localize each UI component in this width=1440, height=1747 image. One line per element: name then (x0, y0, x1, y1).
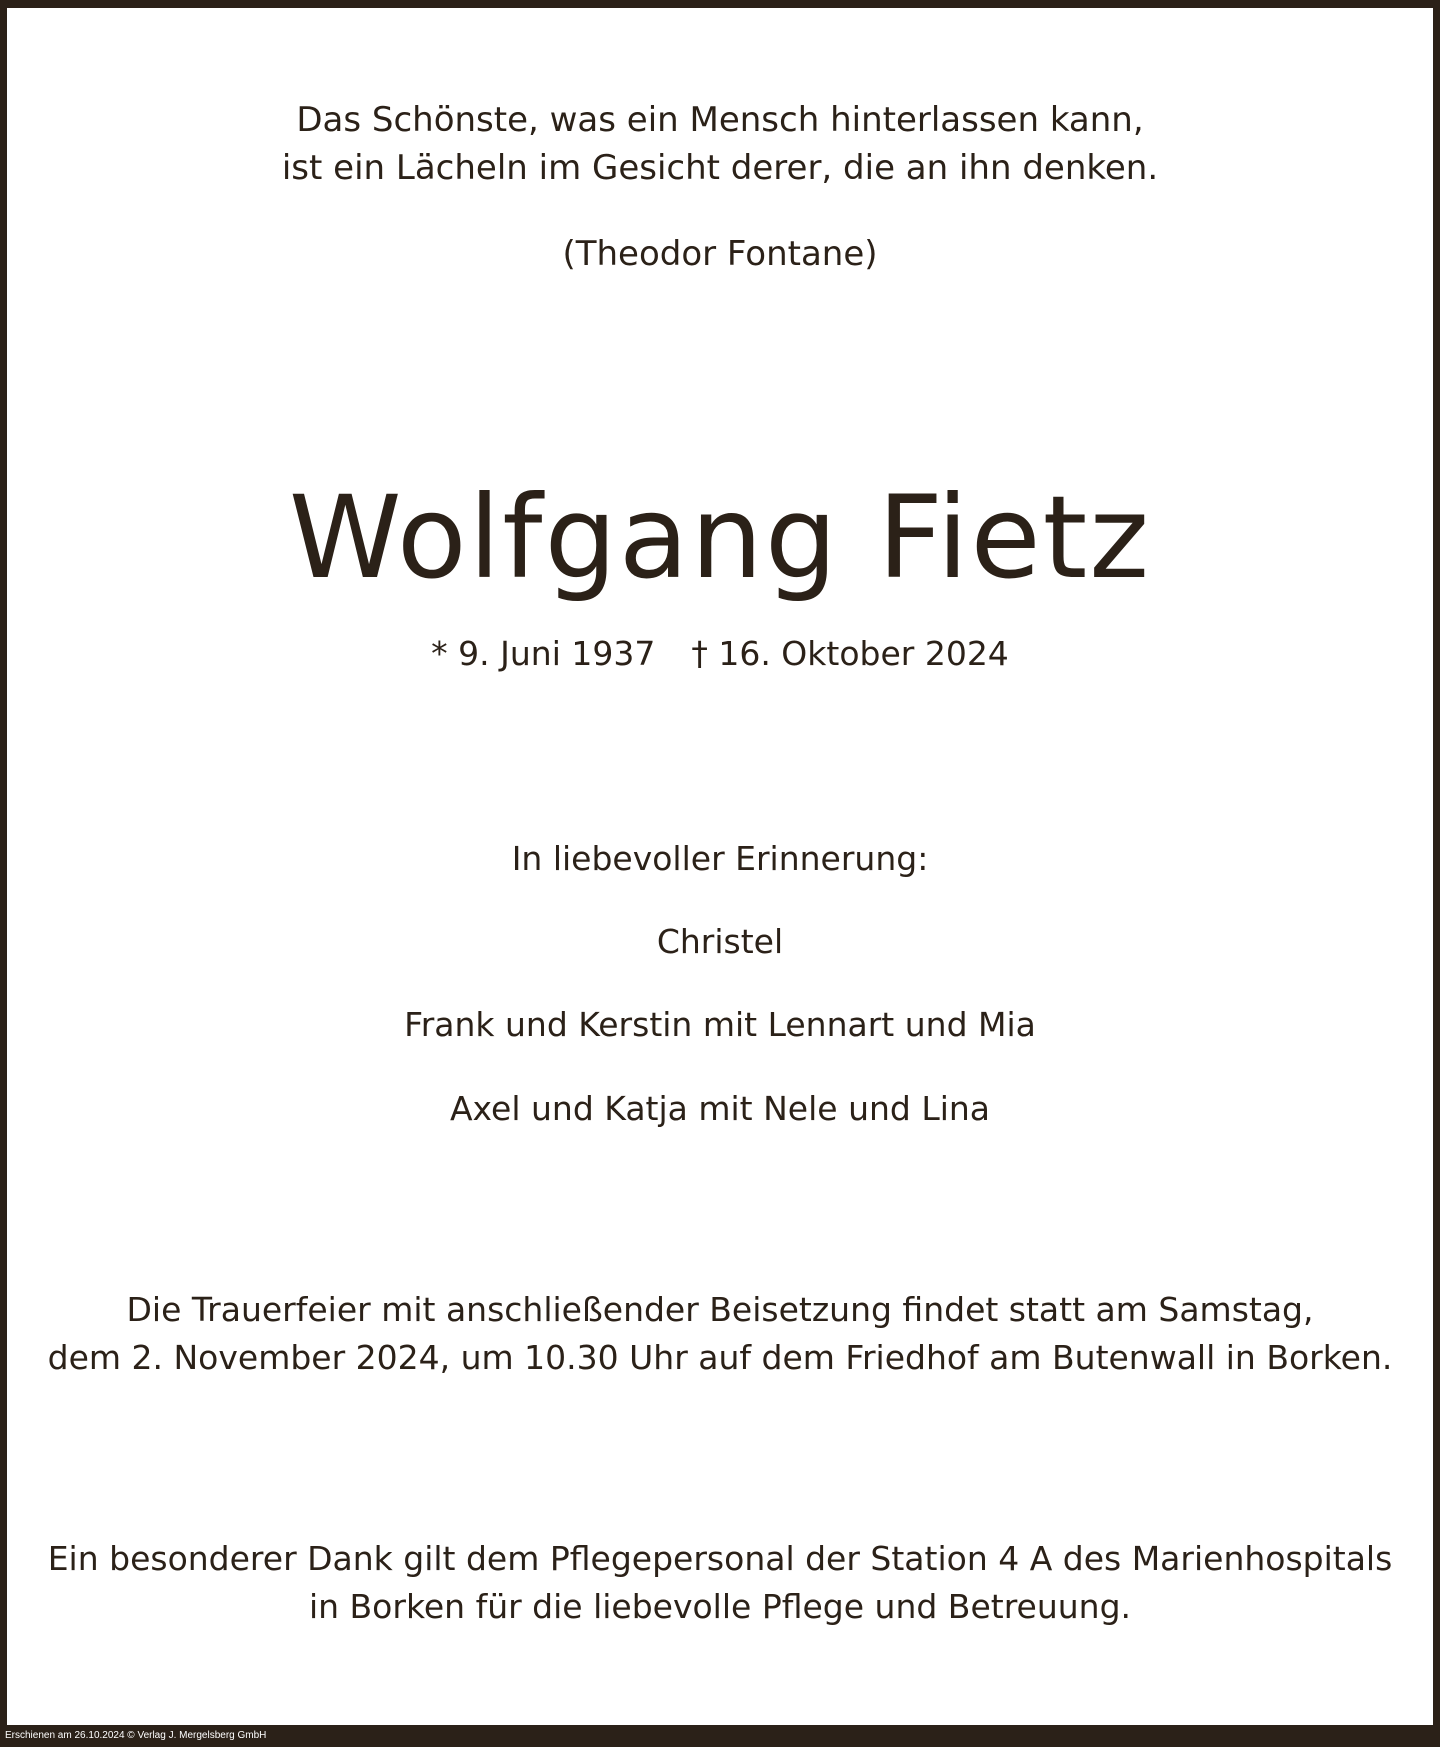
life-dates (0, 630, 1440, 678)
quote-line-1: Das Schönste, was ein Mensch hinterlassen kann, (296, 100, 1144, 140)
funeral-line-1: Die Trauerfeier mit anschließender Beisetzung findet statt am Samstag, (126, 1290, 1314, 1329)
funeral-line-2: dem 2. November 2024, um 10.30 Uhr auf dem Friedhof am Butenwall in Borken. (47, 1338, 1393, 1377)
deceased-name: Wolfgang Fietz (288, 471, 1152, 604)
memorial-heading: In liebevoller Erinnerung: (511, 839, 929, 878)
mourner-line: Axel und Katja mit Nele und Lina (449, 1089, 991, 1128)
thanks-line-1: Ein besonderer Dank gilt dem Pflegepersonal der Station 4 A des Marienhospitals (47, 1539, 1393, 1578)
quote-line-2: ist ein Lächeln im Gesicht derer, die an ihn denken. (281, 148, 1159, 188)
death-date: † 16. Oktober 2024 (691, 634, 1009, 673)
mourner-line: Frank und Kerstin mit Lennart und Mia (404, 1005, 1036, 1044)
birth-date: * 9. Juni 1937 (431, 634, 656, 673)
funeral-notice (0, 1286, 1440, 1382)
quote (0, 96, 1440, 192)
publication-footer: Erschienen am 26.10.2024 © Verlag J. Mergelsberg GmbH (5, 1730, 267, 1741)
mourner-line: Christel (656, 922, 784, 961)
thanks-notice (0, 1535, 1440, 1631)
thanks-line-2: in Borken für die liebevolle Pflege und Betreuung. (308, 1587, 1132, 1626)
quote-author: (Theodor Fontane) (562, 234, 878, 274)
